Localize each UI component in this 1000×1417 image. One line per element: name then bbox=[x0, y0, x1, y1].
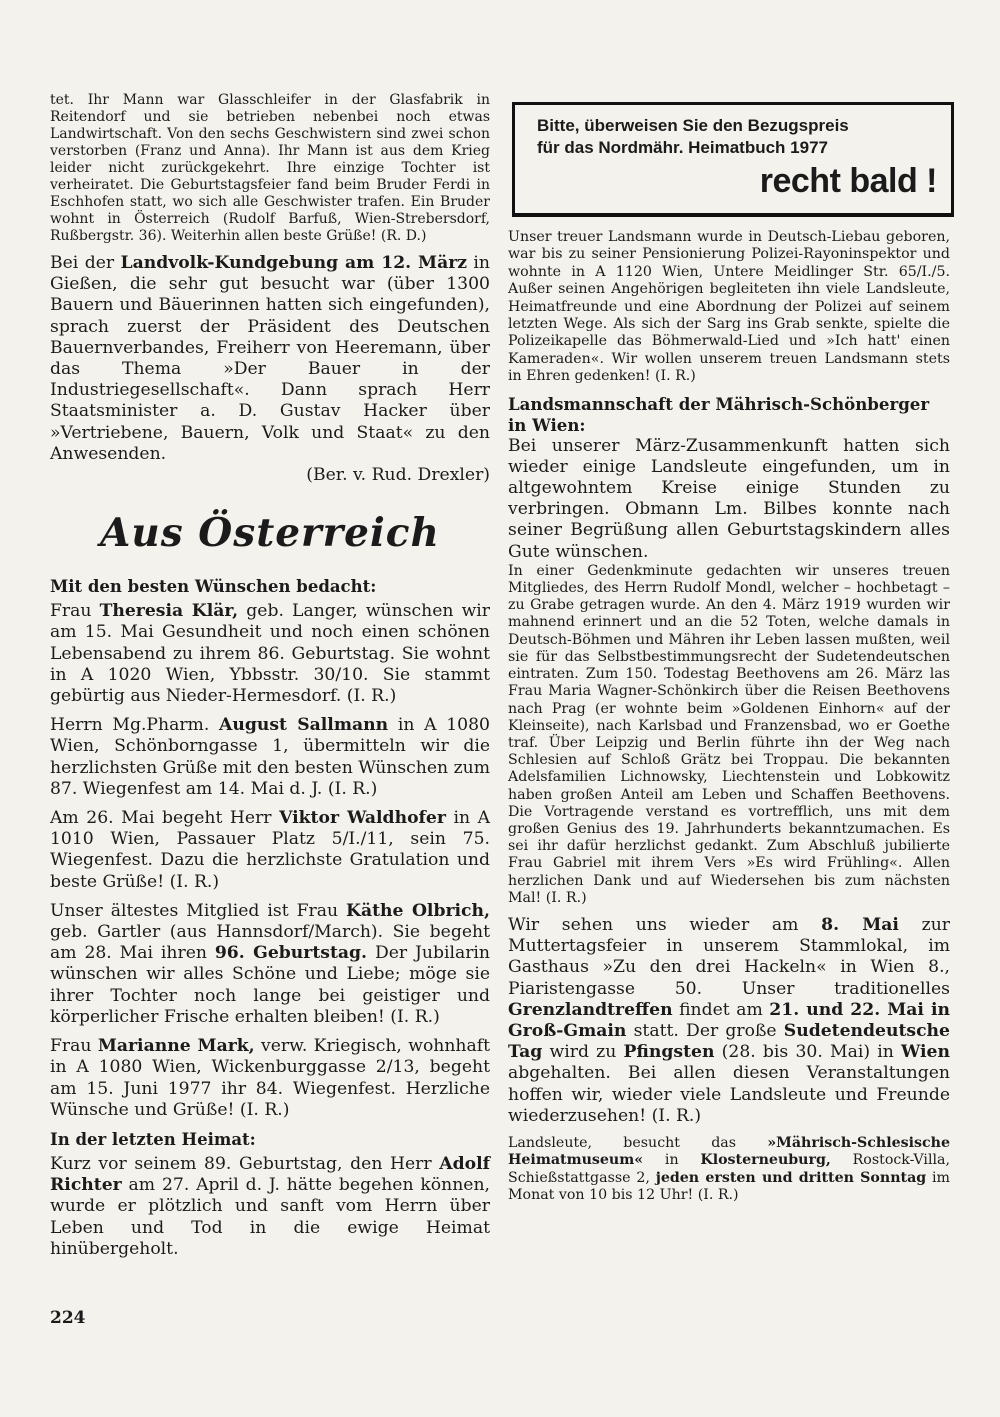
payment-reminder-line2: für das Nordmähr. Heimatbuch 1977 bbox=[537, 138, 828, 157]
report-signature: (Ber. v. Rud. Drexler) bbox=[306, 465, 490, 486]
paragraph-viktor-waldhofer: Am 26. Mai begeht Herr Viktor Waldhofer in A 1010 Wien, Passauer Platz 5/I./11, sein 75. Wiegenfest. Dazu die herzlichste Gratulation und beste Grüße! (I. R.) bbox=[50, 808, 491, 892]
paragraph-upcoming-events: Wir sehen uns wieder am 8. Mai zur Muttertagsfeier in unserem Stammlokal, im Gasthaus »Zu den drei Hackeln« in Wien 8., Piaristengasse 50. Unser traditionelles Grenzlandtreffen findet am 21. und 22. Mai in Groß-Gmain statt. Der große Sudetendeutsche Tag wird zu Pfingsten (28. bis 30. Mai) in Wien abgehalten. Bei allen diesen Veranstaltungen hoffen wir, wieder viele Landsleute und Freunde wiederzusehen! (I. R.) bbox=[508, 914, 950, 1126]
heading-best-wishes: Mit den besten Wünschen bedacht: bbox=[50, 577, 377, 597]
heading-landsmannschaft: Landsmannschaft der Mährisch-Schönberger in Wien: bbox=[508, 393, 930, 435]
left-column bbox=[50, 92, 490, 1260]
paragraph-landvolk-kundgebung: Bei der Landvolk-Kundgebung am 12. März in Gießen, die sehr gut besucht war (über 1300 Bauern und Bäuerinnen hatten sich eingefunden), sprach zuerst der Präsident des Deutschen Bauernverbandes, Freiherr von Heeremann, über das Thema »Der Bauer in der Industriegesellschaft«. Dann sprach Herr Staatsminister a. D. Gustav Hacker über »Vertriebene, Bauern, Volk und Staat« zu den Anwesenden. bbox=[50, 253, 491, 464]
section-title: Aus Österreich bbox=[100, 510, 440, 557]
paragraph-birthday-continued: tet. Ihr Mann war Glasschleifer in der Glasfabrik in Reitendorf und sie betrieben nebenbei noch etwas Landwirtschaft. Von den sechs Geschwistern sind zwei schon verstorben (Franz und Anna). Ihr Mann ist aus dem Krieg leider nicht zurückgekehrt. Ihre einzige Tochter ist verheiratet. Die Geburtstagsfeier fand beim Bruder Ferdi in Eschhofen statt, wo sich alle Geschwister trafen. Ein Bruder wohnt in Österreich (Rudolf Barfuß, Wien-Strebersdorf, Rußbergstr. 36). Weiterhin allen beste Grüße! (R. D.) bbox=[50, 92, 490, 244]
paragraph-march-meeting: Bei unserer März-Zusammenkunft hatten sich wieder einige Landsleute eingefunden, um in altgewohntem Kreise einige Stunden zu verbringen. Obmann Lm. Bilbes konnte nach seiner Begrüßung allen Geburtstagskindern alles Gute wünschen. bbox=[508, 435, 950, 562]
paragraph-marianne-mark: Frau Marianne Mark, verw. Kriegisch, wohnhaft in A 1080 Wien, Wickenburggasse 2/13, begeht am 15. Juni 1977 ihr 84. Wiegenfest. Herzliche Wünsche und Grüße! (I. R.) bbox=[50, 1036, 491, 1120]
paragraph-kaethe-olbrich: Unser ältestes Mitglied ist Frau Käthe Olbrich, geb. Gartler (aus Hannsdorf/March). Sie begeht am 28. Mai ihren 96. Geburtstag. Der Jubilarin wünschen wir alles Schöne und Liebe; möge sie ihrer Tochter noch lange bei geistiger und körperlicher Frische erhalten bleiben! (I. R.) bbox=[50, 900, 490, 1027]
paragraph-august-sallmann: Herrn Mg.Pharm. August Sallmann in A 1080 Wien, Schönborngasse 1, übermitteln wir die herzlichsten Grüße mit den besten Wünschen zum 87. Wiegenfest am 14. Mai d. J. (I. R.) bbox=[50, 715, 490, 799]
page-number: 224 bbox=[50, 1308, 86, 1328]
paragraph-obituary-continued: Unser treuer Landsmann wurde in Deutsch-Liebau geboren, war bis zu seiner Pensionierung Polizei-Rayoninspektor und wohnte in A 1120 Wien, Untere Meidlinger Str. 65/I./5. Außer seinen Angehörigen begleiteten ihn viele Landsleute, Heimatfreunde und eine Abordnung der Polizei auf seinem letzten Wege. Als sich der Sarg ins Grab senkte, spielte die Polizeikapelle das Böhmerwald-Lied und »Ich hatt' einen Kameraden«. Wir wollen unserem treuen Landsmann stets in Ehren gedenken! (I. R.) bbox=[508, 229, 950, 385]
payment-reminder-box bbox=[512, 102, 954, 217]
heading-last-home: In der letzten Heimat: bbox=[50, 1129, 256, 1149]
paragraph-adolf-richter: Kurz vor seinem 89. Geburtstag, den Herr Adolf Richter am 27. April d. J. hätte begehen können, wurde er plötzlich und sanft vom Herrn über Leben und Tod in die ewige Heimat hinübergeholt. bbox=[50, 1153, 490, 1259]
paragraph-memorial-beethoven: In einer Gedenkminute gedachten wir unseres treuen Mitgliedes, des Herrn Rudolf Mondl, welcher – hochbetagt – zu Grabe getragen wurde. An den 4. März 1919 wurden wir mahnend erinnert und an die 52 Toten, welche damals in Deutsch-Böhmen und Mähren ihr Leben lassen mußten, weil sie für das Selbstbestimmungsrecht der Sudetendeutschen eintraten. Zum 150. Todestag Beethovens am 26. März las Frau Maria Wagner-Schönkirch über die Reisen Beethovens nach Prag (er wohnte beim »Goldenen Einhorn« auf der Kleinseite), nach Karlsbad und Franzensbad, wo er Goethe traf. Über Leipzig und Berlin führte ihn der Weg nach Schlesien auf Schloß Grätz bei Troppau. Die bekannten Adelsfamilien Lichnowsky, Liechtenstein und Lobkowitz haben großen Anteil am Leben und Schaffen Beethovens. Die Vortragende verstand es vortrefflich, uns mit dem großen Genius des 19. Jahrhunderts bekanntzumachen. Es sei ihr dafür herzlichst gedankt. Zum Abschluß jubilierte Frau Gabriel mit ihrem Vers »Es wird Frühling«. Allen herzlichen Dank und auf Wiedersehen bis zum nächsten Mal! (I. R.) bbox=[508, 562, 950, 906]
paragraph-theresia-klaer: Frau Theresia Klär, geb. Langer, wünschen wir am 15. Mai Gesundheit und noch einen schönen Lebensabend zu ihrem 86. Geburtstag. Sie wohnt in A 1020 Wien, Ybbsstr. 30/10. Sie stammt gebürtig aus Nieder-Hermesdorf. (I. R.) bbox=[50, 601, 490, 707]
paragraph-heimatmuseum: Landsleute, besucht das »Mährisch-Schlesische Heimatmuseum« in Klosterneuburg, Rostock-Villa, Schießstattgasse 2, jeden ersten und dritten Sonntag im Monat von 10 bis 12 Uhr! (I. R.) bbox=[508, 1134, 950, 1204]
payment-reminder-line1: Bitte, überweisen Sie den Bezugspreis bbox=[537, 116, 849, 135]
payment-reminder-emphasis: recht bald ! bbox=[759, 162, 937, 200]
right-column bbox=[508, 96, 950, 1205]
